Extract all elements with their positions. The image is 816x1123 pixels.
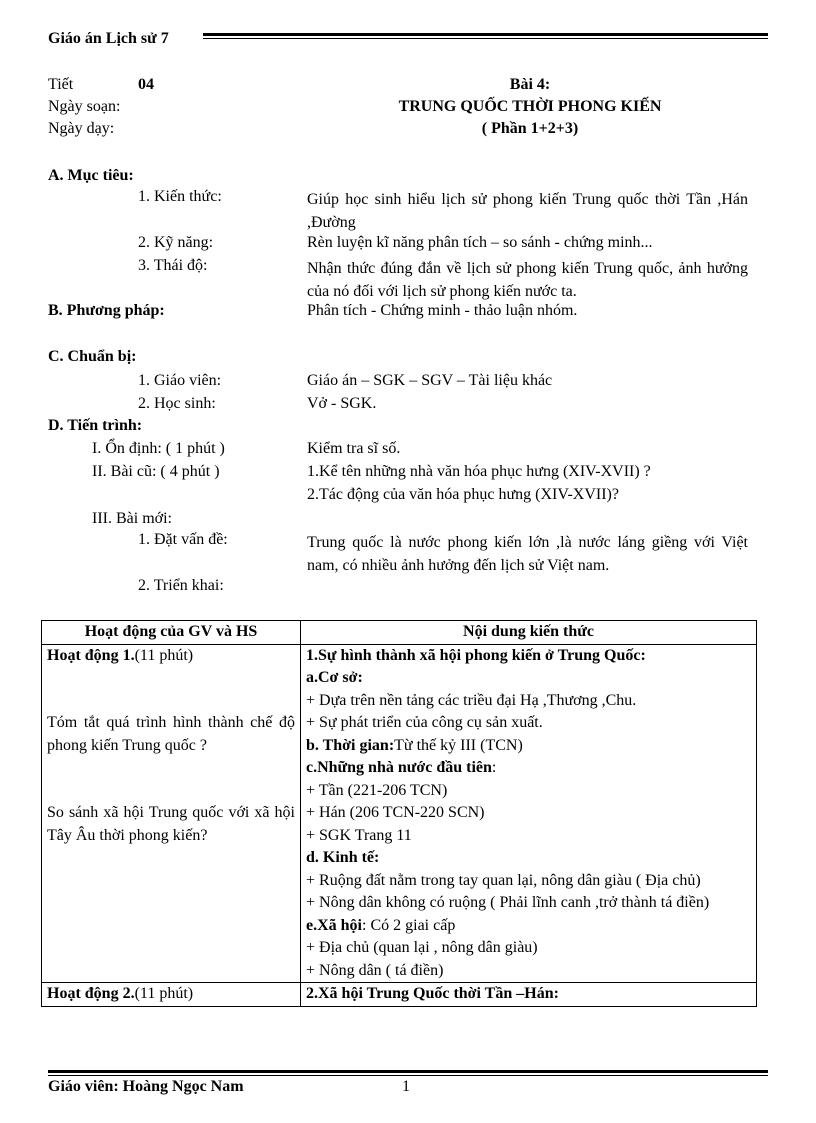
- c1-label: 1. Giáo viên:: [138, 372, 222, 389]
- section-d-title: D. Tiến trình:: [48, 417, 143, 434]
- content-1-c2: + Hán (206 TCN-220 SCN): [306, 804, 485, 821]
- lesson-number: Bài 4:: [509, 76, 551, 93]
- section-c-title: C. Chuẩn bị:: [48, 348, 137, 365]
- a1-label: 1. Kiến thức:: [138, 188, 222, 205]
- content-1-d1: + Ruộng đất nằm trong tay quan lại, nông dân giàu ( Địa chủ): [306, 871, 701, 889]
- header-rule: [203, 33, 768, 36]
- col-header-activity: Hoạt động của GV và HS: [42, 621, 301, 645]
- activity-table: [41, 620, 757, 1007]
- table-row: [42, 983, 757, 1007]
- content-2-title: 2.Xã hội Trung Quốc thời Tần –Hán:: [301, 983, 757, 1007]
- content-1-c-colon: :: [491, 759, 497, 776]
- content-1-cell: [301, 644, 757, 983]
- content-1-e2: + Nông dân ( tá điền): [306, 961, 444, 979]
- lesson-title: TRUNG QUỐC THỜI PHONG KIẾN: [398, 98, 662, 115]
- content-1-e1: + Địa chủ (quan lại , nông dân giàu): [306, 939, 538, 956]
- col-header-content: Nội dung kiến thức: [301, 621, 757, 645]
- activity-1-question-2: So sánh xã hội Trung quốc với xã hội Tây Âu thời phong kiến?: [47, 804, 295, 844]
- d2-label: II. Bài cũ: ( 4 phút ): [92, 463, 220, 480]
- content-1-d2: + Nông dân không có ruộng ( Phải lĩnh canh ,trở thành tá điền): [306, 894, 710, 911]
- activity-1-title: Hoạt động 1.: [47, 646, 135, 664]
- a2-label: 2. Kỹ năng:: [138, 234, 214, 251]
- ngay-day: Ngày dạy:: [48, 120, 115, 137]
- d2-text1: 1.Kể tên những nhà văn hóa phục hưng (XIV-XVII) ?: [307, 463, 651, 480]
- footer-rule-thin: [48, 1075, 768, 1076]
- tiet-value: 04: [138, 76, 154, 93]
- b-text: Phân tích - Chứng minh - thảo luận nhóm.: [307, 302, 578, 319]
- table-header-row: [42, 621, 757, 645]
- activity-1-cell: [42, 644, 301, 983]
- activity-1-time: (11 phút): [134, 646, 194, 664]
- ngay-soan: Ngày soạn:: [48, 98, 121, 115]
- d1-text: Kiểm tra sĩ số.: [307, 440, 401, 457]
- activity-2-cell: [42, 983, 301, 1007]
- content-1-c3: + SGK Trang 11: [306, 826, 412, 844]
- content-1-b-text: Từ thế kỷ III (TCN): [394, 736, 523, 754]
- section-b-title: B. Phương pháp:: [48, 302, 165, 319]
- section-a-title: A. Mục tiêu:: [48, 167, 134, 184]
- d31-label: 1. Đặt vấn đề:: [138, 531, 228, 548]
- header-rule-thin: [203, 38, 768, 39]
- a1-text: Giúp học sinh hiểu lịch sử phong kiến Trung quốc thời Tần ,Hán ,Đường: [307, 191, 748, 231]
- content-1-c-label: c.Những nhà nước đầu tiên: [306, 759, 492, 776]
- c2-label: 2. Học sinh:: [138, 395, 216, 412]
- a2-text: Rèn luyện kĩ năng phân tích – so sánh - chứng minh...: [307, 234, 653, 251]
- lesson-part: ( Phần 1+2+3): [481, 120, 579, 137]
- d2-text2: 2.Tác động của văn hóa phục hưng (XIV-XVII)?: [307, 486, 619, 503]
- content-1-b-label: b. Thời gian:: [306, 736, 395, 754]
- page-number: 1: [402, 1078, 410, 1095]
- content-1-d: d. Kinh tế:: [306, 849, 380, 866]
- a3-label: 3. Thái độ:: [138, 257, 208, 274]
- d31-text: Trung quốc là nước phong kiến lớn ,là nước láng giềng với Việt nam, có nhiều ảnh hưởng đến lịch sử Việt nam.: [307, 534, 748, 574]
- content-1-title: 1.Sự hình thành xã hội phong kiến ở Trung Quốc:: [306, 646, 646, 664]
- content-1-e-label: e.Xã hội: [306, 916, 362, 934]
- header-title: Giáo án Lịch sử 7: [48, 30, 169, 47]
- content-1-e-text: : Có 2 giai cấp: [362, 916, 456, 934]
- footer-rule: [48, 1070, 768, 1073]
- content-1-c1: + Tần (221-206 TCN): [306, 781, 448, 799]
- tiet-label: Tiết: [48, 76, 74, 93]
- activity-2-time: (11 phút): [134, 985, 194, 1002]
- content-1-a: a.Cơ sở:: [306, 669, 363, 686]
- c1-text: Giáo án – SGK – SGV – Tài liệu khác: [307, 372, 553, 389]
- footer-teacher: Giáo viên: Hoàng Ngọc Nam: [48, 1078, 244, 1095]
- a3-text: Nhận thức đúng đắn về lịch sử phong kiến Trung quốc, ảnh hưởng của nó đối với lịch sử phong kiến nước ta.: [307, 260, 748, 300]
- content-1-a2: + Sự phát triển của công cụ sản xuất.: [306, 714, 543, 731]
- d32-label: 2. Triển khai:: [138, 577, 224, 594]
- activity-1-question-1: Tóm tắt quá trình hình thành chế độ phong kiến Trung quốc ?: [47, 714, 295, 754]
- d3-label: III. Bài mới:: [92, 510, 172, 527]
- c2-text: Vở - SGK.: [307, 395, 377, 412]
- activity-2-title: Hoạt động 2.: [47, 985, 135, 1002]
- table-row: [42, 644, 757, 983]
- d1-label: I. Ổn định: ( 1 phút ): [92, 440, 225, 457]
- content-1-a1: + Dựa trên nền tảng các triều đại Hạ ,Thương ,Chu.: [306, 691, 637, 709]
